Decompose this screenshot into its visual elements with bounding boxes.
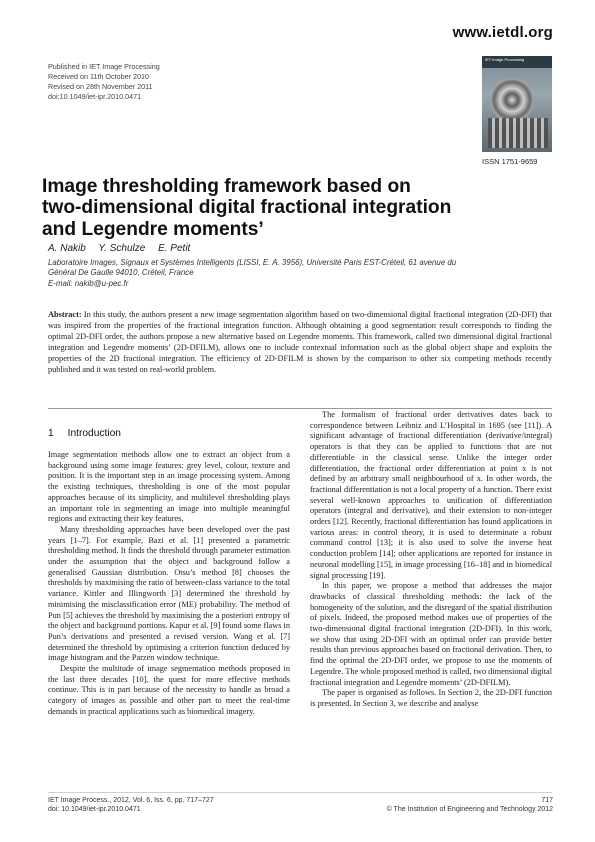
left-column xyxy=(48,450,290,718)
affiliation-line: Général De Gaulle 94010, Créteil, France xyxy=(48,268,194,278)
title-line: Image thresholding framework based on xyxy=(42,176,411,197)
abstract xyxy=(48,310,552,375)
footer-divider xyxy=(48,792,552,793)
section-number: 1 xyxy=(48,428,54,439)
body-paragraph: Image segmentation methods allow one to extract an object from a background using some image features: grey level, colour, texture and position. It is the important step in an image processing system. Among the existing techniques, thresholding is one of the most popular approaches because of its simplicity, and multilevel thresholding plays an important role in segmenting an image into multiple meaningful regions and extracting their key features. xyxy=(48,450,290,524)
page-number: 717 xyxy=(541,797,553,804)
site-url[interactable]: www.ietdl.org xyxy=(452,24,553,41)
author-name: A. Nakib xyxy=(48,243,86,254)
abstract-label: Abstract: xyxy=(48,310,82,319)
author-email: E-mail: nakib@u-pec.fr xyxy=(48,278,129,288)
journal-line: Published in IET Image Processing xyxy=(48,62,160,71)
body-paragraph: The paper is organised as follows. In Section 2, the 2D-DFI function is presented. In Section 3, we describe and analyse xyxy=(310,688,552,708)
footer-copyright xyxy=(387,796,553,815)
revised-date: Revised on 28th November 2011 xyxy=(48,82,153,92)
body-paragraph: Many thresholding approaches have been developed over the past years [1–7]. For example, Bazi et al. [1] presented a parametric thresholding method. It finds the threshold through parameter estimation under the assumption that the object and background follow a generalised Gaussian distribution. Otsu’s method [8] chooses the thresholds by maximising the ratio of between-class variance to the total variance. Kittler and Illingworth [3] determined the threshold by minimising the misclassification error (ME) probability. The method of Pun [5] achieves the threshold by maximising the a posteriori entropy of the object and background portions. Kapur et al. [9] found some flaws in Pun’s derivations and presented a revised version. Wang et al. [7] determined the threshold by optimising a criterion function deduced by image histogram and the Parzen window technique. xyxy=(48,524,290,663)
doi: doi:10.1049/iet-ipr.2010.0471 xyxy=(48,92,142,102)
section-title: Introduction xyxy=(67,428,121,439)
author-list xyxy=(48,243,200,254)
abstract-divider xyxy=(48,408,552,409)
journal-cover-image xyxy=(482,56,552,152)
footer-citation xyxy=(48,796,214,815)
footer-doi: doi: 10.1049/iet-ipr.2010.0471 xyxy=(48,806,141,814)
copyright-line: © The Institution of Engineering and Technology 2012 xyxy=(386,806,553,814)
right-column xyxy=(310,410,552,710)
footer-journal-ref: IET Image Process., 2012, Vol. 6, Iss. 6, pp. 717–727 xyxy=(48,797,214,804)
publication-info xyxy=(48,62,160,102)
body-paragraph: In this paper, we propose a method that addresses the major drawbacks of classical thresholding methods: the lack of the homogeneity of the solution, and the disregard of the spatial distribution of pixels. Indeed, the proposed method makes use of properties of the two-dimensional digital fractional integration (2D-DFI). In this work, we show that using 2D-DFI with an optimal order can provide better results than previous approaches based on fractional derivation. Then, to find the optimal the 2D-DFI order, we propose to use the moments of Legendre. The whole proposed method is called, two dimensional digital fractional integration and Legendre moments’ (2D-DFILM). xyxy=(310,581,553,687)
author-name: E. Petit xyxy=(158,243,191,254)
affiliation xyxy=(48,258,558,289)
author-name: Y. Schulze xyxy=(98,243,146,254)
cover-pattern-graphic xyxy=(488,118,548,148)
section-heading xyxy=(48,428,121,439)
title-line: and Legendre moments’ xyxy=(42,218,264,240)
cover-eye-graphic xyxy=(490,78,534,122)
body-paragraph: The formalism of fractional order derivatives dates back to correspondence between Leibniz and L’Hospital in 1695 (see [11]). A significant advantage of fractional differentiation (derivative/integral) operators is that they can be applied to functions that are not differentiable in the classical sense. Unlike the integer order differentiation, the fractional order differentiation at point x is not defined by an arbitrary small neighbourhood of x. In other words, the fractional differentiation is not a local property of a function. There exist several well-known approaches to unification of differentiation operators (integral and derivative), and their extension to non-integer orders [12]. Recently, fractional differentiation has found applications in various areas: in control theory, it is used to determinate a robust command control [13]; it is also used to solve the inverse heat conduction problem [14]; other applications are reported for instance in neuronal modelling [15], in image processing [16–18] and in biomedical signal processing [19]. xyxy=(310,410,552,580)
title-line: two-dimensional digital fractional integration xyxy=(42,197,452,219)
received-date: Received on 11th October 2010 xyxy=(48,72,149,82)
body-paragraph: Despite the multitude of image segmentation methods proposed in the last three decades [10], the quest for more effective methods continue. This is in part because of the necessity to handle as broad a category of images as possible and other part to meet the real-time demands in practical applications such as biomedical imagery. xyxy=(48,664,290,716)
abstract-text: In this study, the authors present a new image segmentation algorithm based on two-dimensional digital fractional integration (2D-DFI) that was inspired from the properties of the fractional integration function. Although obtaining a good segmentation result corresponds to finding the optimal 2D-DFI order, the authors propose a new alternative based on Legendre moments. This framework, called two dimensional digital fractional integration and Legendre moments’ (2D-DFILM), allows one to include contextual information such as the global object shape and exploits the properties of the 2D fractional integration. The efficiency of 2D-DFILM is shown by the comparison to other six competing methods recently published and it was tested on real-world problem. xyxy=(48,310,552,374)
paper-title xyxy=(42,176,502,240)
cover-title: IET Image Processing xyxy=(485,57,525,62)
issn: ISSN 1751-9659 xyxy=(482,157,538,166)
affiliation-line: Laboratoire Images, Signaux et Systèmes Intelligents (LISSI, E. A. 3956), Université Paris EST-Créteil, 61 avenue du xyxy=(48,258,457,267)
